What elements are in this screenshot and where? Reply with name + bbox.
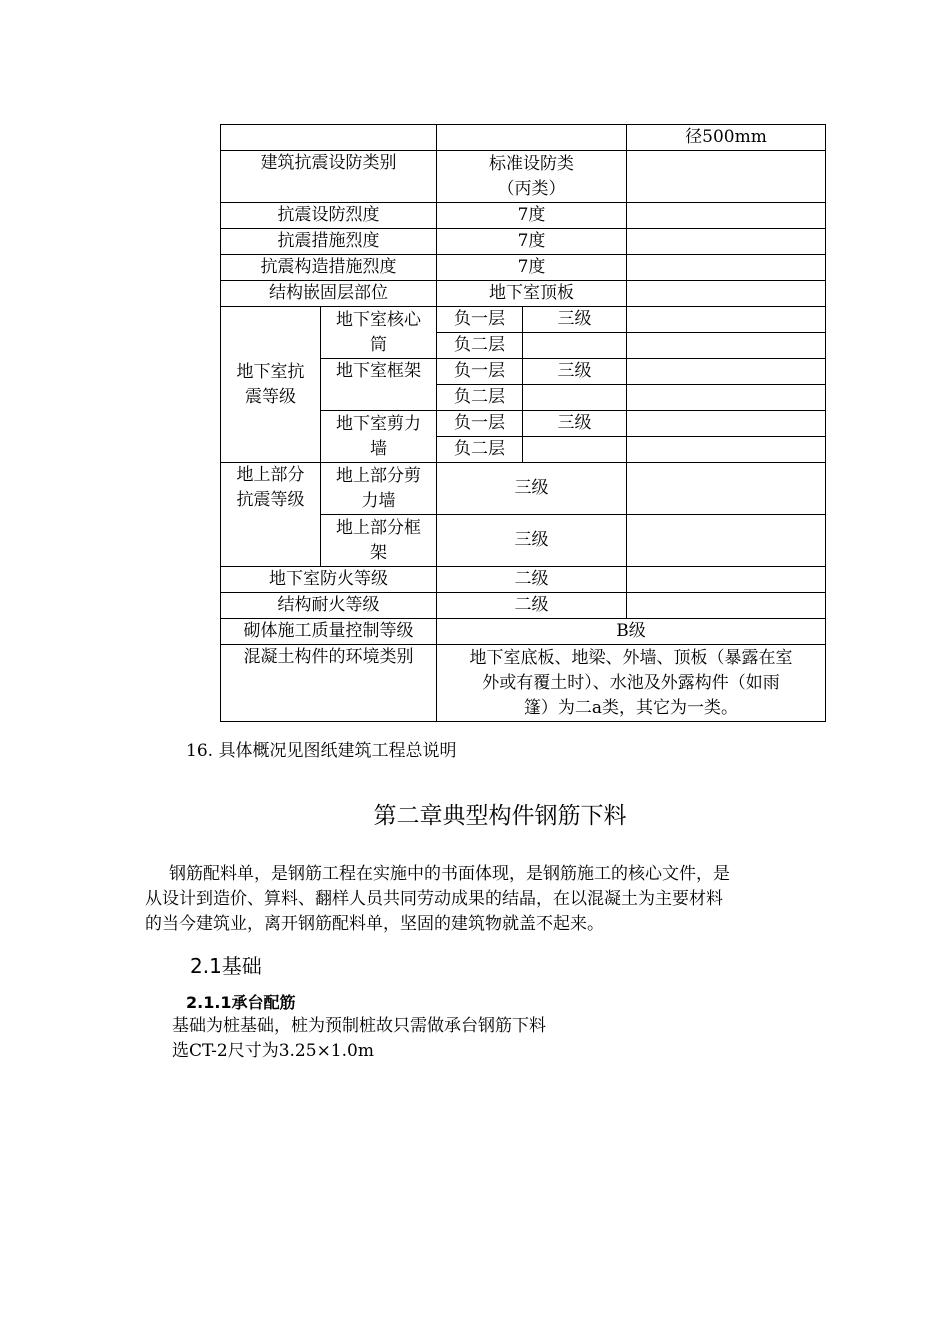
table-row: [221, 307, 826, 333]
table-cell: 标准设防类 （丙类）: [437, 151, 627, 203]
intro-line-3: 的当今建筑业，离开钢筋配料单，坚固的建筑物就盖不起来。: [145, 914, 604, 934]
table-cell: 抗震构造措施烈度: [221, 255, 437, 281]
table-cell: 建筑抗震设防类别: [221, 151, 437, 203]
table-cell: [627, 515, 826, 567]
table-row: [221, 619, 826, 645]
table-cell: 抗震设防烈度: [221, 203, 437, 229]
table-cell: [627, 567, 826, 593]
table-cell: [627, 463, 826, 515]
table-cell: 三级: [523, 411, 627, 437]
table-cell: [627, 229, 826, 255]
table-cell: [627, 593, 826, 619]
table-cell: [627, 307, 826, 333]
table-row: [221, 229, 826, 255]
table-cell: [627, 333, 826, 359]
table-cell: 混凝土构件的环境类别: [221, 645, 437, 722]
table-cell: 负二层: [437, 333, 523, 359]
table-cell: [627, 385, 826, 411]
table-cell: [627, 203, 826, 229]
table-cell: 砌体施工质量控制等级: [221, 619, 437, 645]
table-cell: 二级: [437, 567, 627, 593]
table-cell: 地下室框架: [321, 359, 437, 411]
table-row: [221, 125, 826, 151]
table-cell: 结构耐火等级: [221, 593, 437, 619]
intro-line-1: 钢筋配料单，是钢筋工程在实施中的书面体现，是钢筋施工的核心文件，是: [169, 864, 730, 884]
table-cell: [627, 411, 826, 437]
table-cell: 7度: [437, 255, 627, 281]
table-row: [221, 281, 826, 307]
table-cell: 径500mm: [627, 125, 826, 151]
table-row: [221, 463, 826, 515]
table-cell: 地上部分剪 力墙: [321, 463, 437, 515]
table-cell: B级: [437, 619, 826, 645]
table-cell: 负二层: [437, 385, 523, 411]
design-parameter-table: [220, 124, 826, 722]
section-heading-2-1-1: 2.1.1承台配筋: [186, 993, 296, 1012]
table-cell: 二级: [437, 593, 627, 619]
table-cell: [627, 359, 826, 385]
table-cell: 三级: [523, 307, 627, 333]
table-cell: [627, 437, 826, 463]
table-cell: 抗震措施烈度: [221, 229, 437, 255]
table-cell: [523, 437, 627, 463]
table-cell: 负一层: [437, 359, 523, 385]
table-cell: 地下室顶板: [437, 281, 627, 307]
table-cell: 三级: [437, 463, 627, 515]
chapter-title: 第二章典型构件钢筋下料: [373, 803, 627, 829]
table-row: [221, 645, 826, 722]
section-heading-2-1: 2.1基础: [190, 954, 262, 978]
table-cell: 结构嵌固层部位: [221, 281, 437, 307]
table-cell: [627, 255, 826, 281]
table-cell: 7度: [437, 229, 627, 255]
table-cell: [627, 151, 826, 203]
table-cell: 负二层: [437, 437, 523, 463]
table-cell: 地下室防火等级: [221, 567, 437, 593]
table-cell: 三级: [523, 359, 627, 385]
table-cell: 负一层: [437, 411, 523, 437]
table-row: [221, 567, 826, 593]
table-row: [221, 151, 826, 203]
body-line-2: 选CT-2尺寸为3.25×1.0m: [172, 1041, 374, 1061]
table-cell: [523, 333, 627, 359]
table-cell: [221, 125, 437, 151]
table-cell: 地上部分框 架: [321, 515, 437, 567]
table-cell: 地下室底板、地梁、外墙、顶板（暴露在室 外或有覆土时）、水池及外露构件（如雨 篷）为二a类，其它为一类。: [437, 645, 826, 722]
table-row: [221, 203, 826, 229]
intro-line-2: 从设计到造价、算料、翻样人员共同劳动成果的结晶，在以混凝土为主要材料: [145, 889, 723, 909]
table-cell: [437, 125, 627, 151]
table-cell: 地下室剪力 墙: [321, 411, 437, 463]
table-cell: [627, 281, 826, 307]
table-cell: 三级: [437, 515, 627, 567]
table-cell: 地上部分 抗震等级: [221, 463, 321, 567]
table-cell: 地下室抗 震等级: [221, 307, 321, 463]
table-cell: 地下室核心 筒: [321, 307, 437, 359]
table-cell: 7度: [437, 203, 627, 229]
table-row: [221, 255, 826, 281]
body-line-1: 基础为桩基础，桩为预制桩故只需做承台钢筋下料: [172, 1016, 546, 1036]
table-cell: [523, 385, 627, 411]
table-row: [221, 593, 826, 619]
note-16: 16. 具体概况见图纸建筑工程总说明: [186, 741, 457, 761]
table-cell: 负一层: [437, 307, 523, 333]
